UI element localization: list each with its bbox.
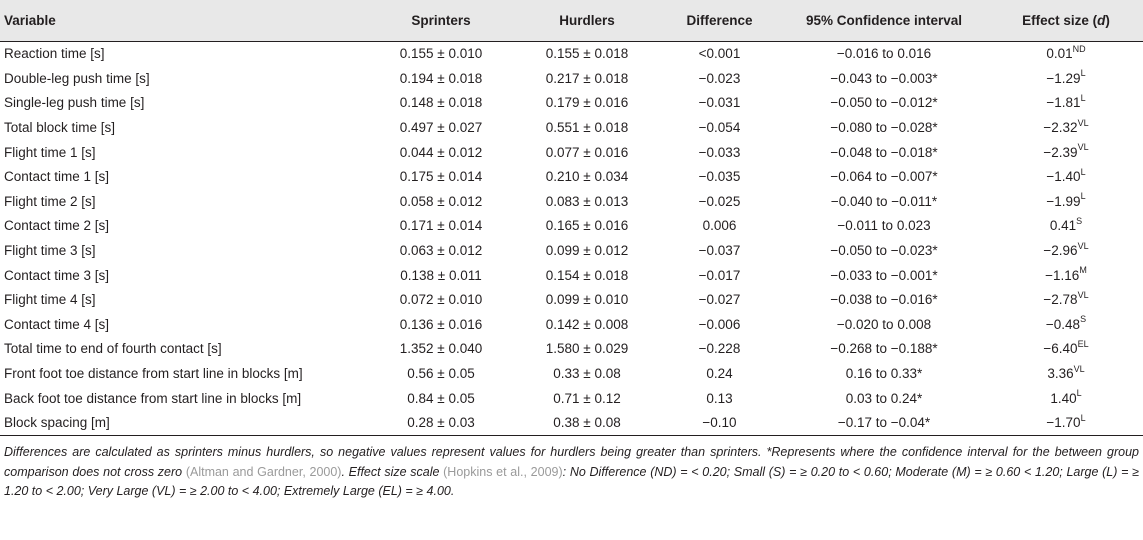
cell-effect-size [989, 337, 1143, 362]
cell-ci: −0.048 to −0.018* [830, 144, 938, 160]
cell-effect-size [989, 140, 1143, 165]
cell-ci: −0.040 to −0.011* [830, 193, 938, 209]
effect-size-value: −2.39 [1043, 144, 1078, 160]
effect-size-category: VL [1073, 363, 1085, 374]
cell-sprinters: 0.136 ± 0.016 [399, 316, 483, 332]
cell-difference: −0.023 [698, 70, 741, 86]
cell-sprinters: 0.044 ± 0.012 [399, 144, 483, 160]
effect-size-value: −1.16 [1045, 267, 1080, 283]
header-effect-size-variable: d [1097, 12, 1106, 28]
effect-size-category: VL [1077, 117, 1089, 128]
cell-difference: −0.031 [698, 95, 741, 111]
cell-sprinters: 0.155 ± 0.010 [399, 46, 483, 62]
table-row [0, 312, 1143, 337]
cell-hurdlers: 0.142 ± 0.008 [545, 316, 629, 332]
table-header [0, 0, 1143, 41]
cell-difference: −0.054 [698, 120, 741, 136]
cell-difference: 0.006 [702, 218, 737, 234]
effect-size-value: −6.40 [1043, 341, 1078, 357]
table-row [0, 386, 1143, 411]
cell-difference: −0.035 [698, 169, 741, 185]
cell-variable: Flight time 1 [s] [4, 144, 96, 160]
table-row [0, 263, 1143, 288]
effect-size-value: −2.96 [1043, 243, 1078, 259]
cell-effect-size [989, 410, 1143, 435]
cell-hurdlers: 0.077 ± 0.016 [545, 144, 629, 160]
cell-hurdlers: 0.179 ± 0.016 [545, 95, 629, 111]
cell-sprinters: 1.352 ± 0.040 [399, 341, 483, 357]
cell-sprinters: 0.28 ± 0.03 [368, 410, 514, 435]
cell-hurdlers: 0.155 ± 0.018 [545, 46, 629, 62]
effect-size-value: −2.32 [1043, 120, 1078, 136]
cell-hurdlers: 0.217 ± 0.018 [545, 70, 629, 86]
cell-sprinters: 0.058 ± 0.012 [399, 193, 483, 209]
cell-effect-size [989, 41, 1143, 66]
effect-size-value: 0.01 [1046, 46, 1073, 62]
effect-size-value: −0.48 [1045, 316, 1081, 332]
cell-effect-size [989, 263, 1143, 288]
effect-size-category: S [1076, 215, 1083, 226]
cell-effect-size [989, 312, 1143, 337]
table-row [0, 66, 1143, 91]
cell-effect-size [989, 115, 1143, 140]
cell-hurdlers: 0.099 ± 0.012 [545, 243, 629, 259]
effect-size-category: VL [1077, 240, 1089, 251]
cell-hurdlers: 0.099 ± 0.010 [545, 292, 629, 308]
header-difference: Difference [660, 0, 779, 41]
table-row [0, 287, 1143, 312]
table-row [0, 91, 1143, 116]
effect-size-category: EL [1077, 338, 1089, 349]
cell-variable: Contact time 3 [s] [4, 267, 110, 283]
cell-effect-size [989, 361, 1143, 386]
cell-hurdlers: 0.154 ± 0.018 [545, 267, 629, 283]
cell-sprinters: 0.497 ± 0.027 [399, 120, 483, 136]
cell-ci: −0.064 to −0.007* [830, 169, 938, 185]
effect-size-category: M [1079, 265, 1087, 276]
cell-ci: −0.011 to 0.023 [837, 218, 931, 234]
effect-size-category: VL [1077, 289, 1089, 300]
cell-ci: −0.268 to −0.188* [830, 341, 938, 357]
header-hurdlers: Hurdlers [514, 0, 660, 41]
effect-size-category: S [1080, 314, 1087, 325]
table-row [0, 164, 1143, 189]
cell-difference: −0.228 [698, 341, 741, 357]
cell-ci: −0.033 to −0.001* [830, 267, 938, 283]
table-body [0, 41, 1143, 436]
effect-size-category: L [1076, 388, 1082, 399]
cell-ci: −0.080 to −0.028* [830, 120, 938, 136]
cell-variable: Contact time 4 [s] [4, 316, 110, 332]
footnote-text-1: Differences are calculated as sprinters minus hurdlers, so negative values represent values for hurdlers being greater than sprinters. *Represents where the confidence interval for the between group comparison does not cross zero [4, 445, 1139, 479]
cell-effect-size [989, 386, 1143, 411]
cell-variable: Double-leg push time [s] [4, 70, 150, 86]
header-effect-size-suffix: ) [1105, 12, 1110, 28]
cell-sprinters: 0.171 ± 0.014 [399, 218, 483, 234]
effect-size-value: −1.81 [1046, 95, 1081, 111]
cell-sprinters: 0.175 ± 0.014 [399, 169, 483, 185]
footnote-text-3: : No Difference (ND) = < 0.20; Small (S) = ≥ 0.20 to < 0.60; Moderate (M) = ≥ 0.60 < 1.20; Large (L) = ≥ 1.20 to < 2.00; Very Large (VL) = ≥ 2.00 to < 4.00; Extremely Large (EL) = ≥ 4.00. [4, 464, 1139, 498]
header-effect-size [989, 0, 1143, 41]
cell-variable: Back foot toe distance from start line in blocks [m] [4, 390, 302, 406]
cell-effect-size [989, 164, 1143, 189]
table-row [0, 41, 1143, 66]
cell-hurdlers: 0.210 ± 0.034 [545, 169, 629, 185]
cell-ci: 0.16 to 0.33* [845, 366, 923, 382]
cell-variable: Flight time 2 [s] [4, 193, 96, 209]
table-row [0, 189, 1143, 214]
cell-sprinters: 0.148 ± 0.018 [399, 95, 483, 111]
cell-effect-size [989, 91, 1143, 116]
cell-hurdlers: 0.71 ± 0.12 [553, 390, 621, 406]
cell-variable: Total time to end of fourth contact [s] [4, 341, 222, 357]
table-row [0, 238, 1143, 263]
cell-difference: −0.10 [660, 410, 779, 435]
table-footnote [0, 436, 1143, 502]
cell-ci: −0.043 to −0.003* [830, 70, 938, 86]
effect-size-value: −2.78 [1043, 292, 1078, 308]
cell-hurdlers: 0.165 ± 0.016 [545, 218, 629, 234]
effect-size-category: L [1080, 68, 1086, 79]
effect-size-category: L [1080, 412, 1086, 423]
header-sprinters: Sprinters [368, 0, 514, 41]
cell-variable: Flight time 4 [s] [4, 292, 96, 308]
effect-size-value: −1.99 [1046, 193, 1081, 209]
cell-hurdlers: 0.083 ± 0.013 [545, 193, 629, 209]
effect-size-category: L [1080, 191, 1086, 202]
cell-effect-size [989, 238, 1143, 263]
cell-ci: −0.17 to −0.04* [779, 410, 989, 435]
table-row [0, 337, 1143, 362]
cell-sprinters: 0.138 ± 0.011 [400, 267, 482, 283]
header-confidence-interval: 95% Confidence interval [779, 0, 989, 41]
cell-hurdlers: 1.580 ± 0.029 [545, 341, 629, 357]
cell-variable: Block spacing [m] [0, 410, 368, 435]
cell-variable: Flight time 3 [s] [4, 243, 96, 259]
cell-hurdlers: 0.33 ± 0.08 [553, 366, 621, 382]
cell-difference: −0.027 [698, 292, 741, 308]
cell-difference: 0.13 [706, 390, 733, 406]
cell-variable: Front foot toe distance from start line in blocks [m] [4, 366, 303, 382]
cell-variable: Contact time 2 [s] [4, 218, 110, 234]
header-effect-size-prefix: Effect size ( [1022, 12, 1098, 28]
effect-size-category: L [1080, 92, 1086, 103]
cell-effect-size [989, 214, 1143, 239]
citation-hopkins-link[interactable]: (Hopkins et al., 2009) [443, 464, 563, 479]
cell-sprinters: 0.072 ± 0.010 [399, 292, 483, 308]
table-row [0, 214, 1143, 239]
cell-variable: Reaction time [s] [4, 46, 105, 62]
cell-effect-size [989, 287, 1143, 312]
cell-variable: Contact time 1 [s] [4, 169, 110, 185]
table-row [0, 115, 1143, 140]
table-row [0, 140, 1143, 165]
effect-size-category: VL [1077, 142, 1089, 153]
cell-difference: −0.017 [698, 267, 741, 283]
cell-sprinters: 0.84 ± 0.05 [407, 390, 475, 406]
cell-variable: Total block time [s] [4, 120, 116, 136]
cell-variable: Single-leg push time [s] [4, 95, 145, 111]
effect-size-value: −1.70 [1046, 415, 1081, 431]
cell-difference: −0.033 [698, 144, 741, 160]
effect-size-value: 0.41 [1049, 218, 1077, 234]
cell-effect-size [989, 189, 1143, 214]
cell-ci: −0.050 to −0.012* [830, 95, 938, 111]
cell-ci: −0.016 to 0.016 [836, 46, 932, 62]
effect-size-value: 1.40 [1050, 390, 1077, 406]
cell-hurdlers: 0.551 ± 0.018 [545, 120, 629, 136]
cell-difference: −0.025 [698, 193, 741, 209]
cell-ci: −0.020 to 0.008 [836, 316, 932, 332]
effect-size-value: −1.29 [1046, 70, 1081, 86]
header-row [0, 0, 1143, 41]
cell-ci: 0.03 to 0.24* [845, 390, 923, 406]
effect-size-value: −1.40 [1046, 169, 1081, 185]
cell-difference: 0.24 [706, 366, 733, 382]
footnote-text-2: . Effect size scale [341, 464, 444, 479]
effect-size-category: L [1080, 166, 1086, 177]
cell-difference: <0.001 [698, 46, 741, 62]
effect-size-category: ND [1072, 43, 1086, 54]
effect-size-value: 3.36 [1047, 366, 1074, 382]
cell-hurdlers: 0.38 ± 0.08 [514, 410, 660, 435]
cell-sprinters: 0.194 ± 0.018 [399, 70, 483, 86]
cell-effect-size [989, 66, 1143, 91]
cell-difference: −0.006 [698, 316, 741, 332]
cell-ci: −0.038 to −0.016* [830, 292, 938, 308]
cell-ci: −0.050 to −0.023* [830, 243, 938, 259]
citation-altman-link[interactable]: (Altman and Gardner, 2000) [185, 464, 342, 479]
header-variable: Variable [0, 0, 368, 41]
cell-difference: −0.037 [698, 243, 741, 259]
table-row [0, 410, 1143, 435]
cell-sprinters: 0.063 ± 0.012 [399, 243, 483, 259]
table-row [0, 361, 1143, 386]
cell-sprinters: 0.56 ± 0.05 [407, 366, 475, 382]
